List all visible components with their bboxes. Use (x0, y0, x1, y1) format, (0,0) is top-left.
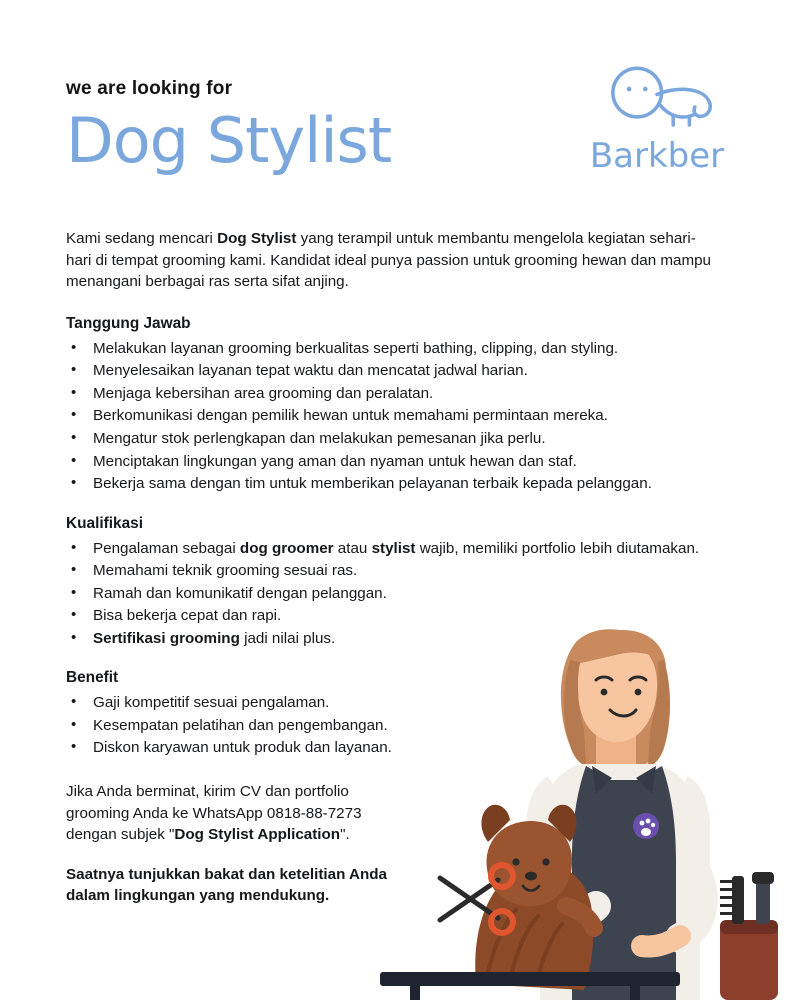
benefits-list (66, 692, 716, 759)
list-item: • Gaji kompetitif sesuai pengalaman. (66, 692, 716, 714)
comb-icon (720, 876, 744, 924)
list-item: • Sertifikasi grooming jadi nilai plus. (66, 628, 716, 650)
list-item: • Kesempatan pelatihan dan pengembangan. (66, 715, 716, 737)
list-item: • Menjaga kebersihan area grooming dan peralatan. (66, 383, 716, 405)
application-instructions (66, 781, 396, 846)
section-title-responsibilities: Tanggung Jawab (66, 314, 191, 332)
list-item: • Menyelesaikan layanan tepat waktu dan mencatat jadwal harian. (66, 360, 716, 382)
intro-part-2: yang terampil untuk membantu mengelola kegiatan sehari-hari di tempat grooming kami. Kandidat ideal punya passion untuk grooming hewan dan mampu menangani berbagai ras serta sifat anjing. (66, 230, 712, 291)
section-qualifications (66, 513, 716, 650)
page-title: Dog Stylist (66, 104, 392, 177)
intro-part-1: Kami sedang mencari (66, 230, 218, 247)
intro-paragraph (66, 228, 711, 293)
application-subject: Dog Stylist Application (174, 826, 341, 844)
call-to-action (66, 864, 446, 907)
dog-head-icon (594, 62, 720, 134)
section-title-qualifications: Kualifikasi (66, 514, 143, 532)
list-item: • Memahami teknik grooming sesuai ras. (66, 560, 716, 582)
section-benefits (66, 667, 716, 759)
qualification-bold-dog-groomer: dog groomer (239, 539, 334, 557)
brand-logo (572, 62, 742, 176)
cta-line-2: dalam lingkungan yang mendukung. (66, 887, 330, 905)
list-item: • Berkomunikasi dengan pemilik hewan untuk memahami permintaan mereka. (66, 405, 716, 427)
poster-body (66, 228, 716, 907)
cta-line-1: Saatnya tunjukkan bakat dan ketelitian Anda (66, 865, 387, 883)
list-item: • Diskon karyawan untuk produk dan layanan. (66, 737, 716, 759)
section-title-benefits: Benefit (66, 669, 119, 687)
responsibilities-list (66, 338, 716, 495)
list-item: • Menciptakan lingkungan yang aman dan nyaman untuk hewan dan staf. (66, 451, 716, 473)
brush-icon (752, 872, 774, 924)
intro-bold-role: Dog Stylist (217, 230, 297, 247)
brand-name: Barkber (589, 136, 725, 176)
list-item: • Pengalaman sebagai dog groomer atau stylist wajib, memiliki portfolio lebih diutamakan. (66, 538, 716, 560)
eyebrow-text: we are looking for (66, 78, 233, 99)
closing-text-before: Jika Anda berminat, kirim CV dan portfolio grooming Anda ke WhatsApp 0818-88-7273 dengan subjek " (66, 783, 362, 844)
closing-text-after: ". (340, 826, 350, 844)
list-item: • Ramah dan komunikatif dengan pelanggan. (66, 583, 716, 605)
qualifications-list (66, 538, 716, 650)
qualification-bold-stylist: stylist (371, 539, 416, 557)
list-item: • Bekerja sama dengan tim untuk memberikan pelayanan terbaik kepada pelanggan. (66, 473, 716, 495)
qualification-bold-certification: Sertifikasi grooming (93, 629, 240, 647)
list-item: • Melakukan layanan grooming berkualitas seperti bathing, clipping, dan styling. (66, 338, 716, 360)
list-item: • Bisa bekerja cepat dan rapi. (66, 605, 716, 627)
section-responsibilities (66, 313, 716, 495)
list-item: • Mengatur stok perlengkapan dan melakukan pemesanan jika perlu. (66, 428, 716, 450)
